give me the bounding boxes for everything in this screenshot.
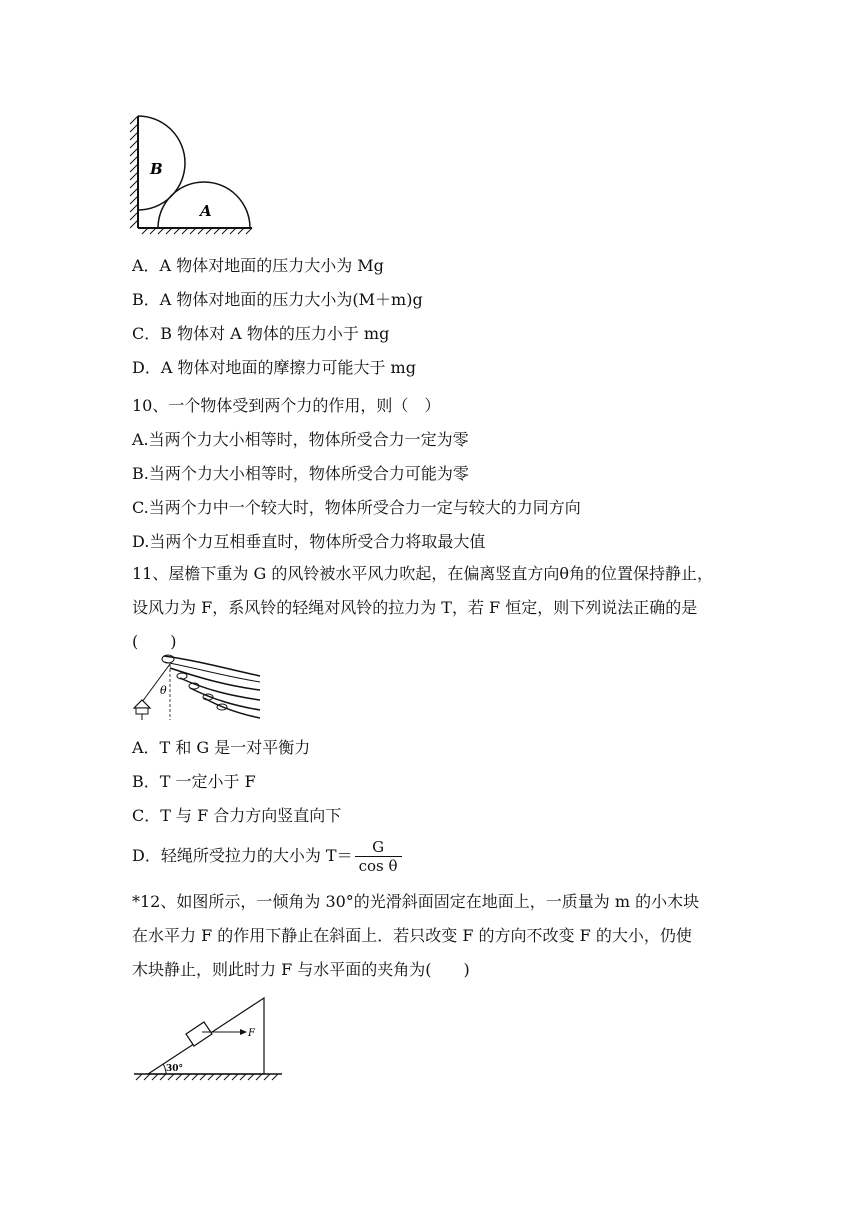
q11-option-c: C．T 与 F 合力方向竖直向下	[132, 806, 342, 825]
q10-option-a: A.当两个力大小相等时，物体所受合力一定为零	[132, 430, 469, 449]
label-angle: 30°	[166, 1064, 184, 1074]
q11-option-d-prefix: D．轻绳所受拉力的大小为 T＝	[132, 846, 353, 865]
q10-option-c: C.当两个力中一个较大时，物体所受合力一定与较大的力同方向	[132, 498, 581, 517]
q12-stem-line1: *12、如图所示，一倾角为 30°的光滑斜面固定在地面上，一质量为 m 的小木块	[132, 892, 700, 911]
q12-stem-line3: 木块静止，则此时力 F 与水平面的夹角为( )	[132, 960, 470, 979]
q10-option-d: D.当两个力互相垂直时，物体所受合力将取最大值	[132, 532, 486, 551]
q11-stem-line1: 11、屋檐下重为 G 的风铃被水平风力吹起，在偏离竖直方向θ角的位置保持静止，	[132, 564, 713, 583]
q9-option-c: C．B 物体对 A 物体的压力小于 mg	[132, 324, 390, 343]
fraction	[355, 838, 402, 875]
figure-semicircles	[120, 112, 260, 238]
fraction-denominator: cos θ	[358, 857, 398, 875]
q10-stem: 10、一个物体受到两个力的作用，则（ ）	[132, 396, 441, 415]
label-theta: θ	[160, 684, 167, 697]
q9-option-d: D．A 物体对地面的摩擦力可能大于 mg	[132, 358, 416, 377]
q11-stem-line2: 设风力为 F，系风铃的轻绳对风铃的拉力为 T，若 F 恒定，则下列说法正确的是	[132, 598, 698, 617]
figure-incline	[128, 994, 288, 1086]
q9-option-a: A．A 物体对地面的压力大小为 Mg	[132, 256, 384, 275]
label-a: A	[200, 202, 212, 220]
q11-option-a: A．T 和 G 是一对平衡力	[132, 738, 311, 757]
fraction-numerator: G	[355, 838, 402, 857]
q9-option-b: B．A 物体对地面的压力大小为(M＋m)g	[132, 290, 423, 309]
label-b: B	[150, 160, 163, 178]
q11-option-b: B．T 一定小于 F	[132, 772, 256, 791]
q12-stem-line2: 在水平力 F 的作用下静止在斜面上．若只改变 F 的方向不改变 F 的大小，仍使	[132, 926, 692, 945]
figure-wind-chime	[124, 650, 264, 722]
q11-option-d	[132, 836, 402, 876]
q10-option-b: B.当两个力大小相等时，物体所受合力可能为零	[132, 464, 469, 483]
q11-stem-line3: ( )	[132, 632, 177, 651]
label-force-f: F	[248, 1028, 255, 1039]
